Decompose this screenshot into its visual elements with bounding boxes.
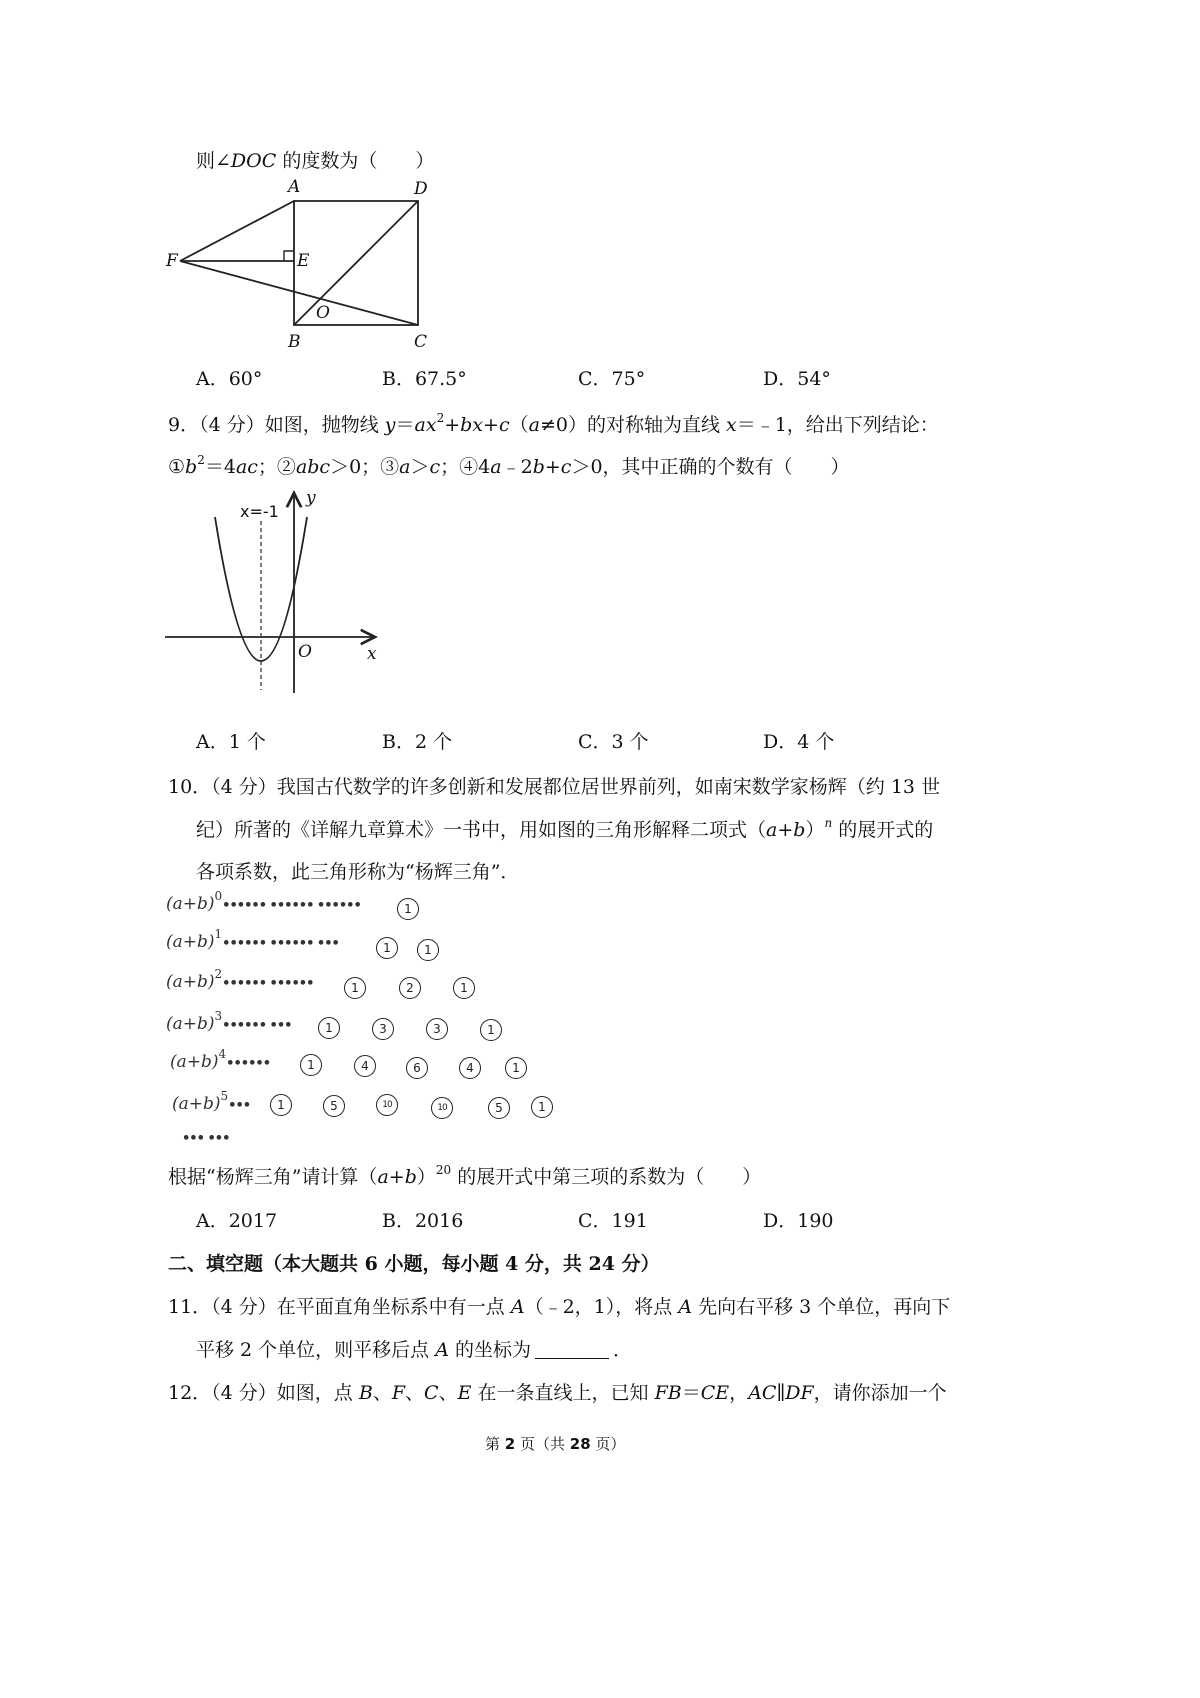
y-axis-label: y [306,488,316,508]
footer-t5: 页） [590,1435,626,1453]
x-axis-label: x [367,644,377,664]
q12-t12: CE [700,1382,730,1404]
row-4-binomial: (a+b) [170,1052,219,1072]
q12-t11: ＝ [681,1382,701,1404]
q9-u7: abc [295,456,331,478]
q12-t15: ∥ [776,1382,786,1404]
coeff-r1-c0: 1 [376,937,398,959]
row-5-power: 5 [220,1089,229,1103]
coeff-r3-c0: 1 [318,1017,340,1039]
footer-page-total: 28 [569,1435,591,1453]
coeff-r4-c2: 6 [406,1057,428,1079]
footer-page-number: 2 [504,1435,516,1453]
q9-t9: c [498,414,510,436]
triangle-row-3-label [166,1009,292,1034]
q10-v2: a [766,819,778,841]
row-4-power: 4 [218,1047,227,1061]
q11-t5: 先向右平移 3 个单位，再向下 [692,1296,951,1318]
q10-w5: ） [416,1166,436,1188]
q8-geometry-figure [160,172,440,357]
label-f: F [166,251,178,271]
q9-u6: ；② [257,456,296,478]
coeff-r5-c4: 5 [488,1097,510,1119]
row-2-binomial: (a+b) [166,972,215,992]
q10-v6: n [824,816,833,830]
coeff-r4-c1: 4 [354,1055,376,1077]
q9-t1: 9．（4 分）如图，抛物线 [168,414,385,436]
q12-t10: FB [654,1382,682,1404]
q12-t16: DF [785,1382,814,1404]
q8-option-b[interactable]: B．67.5° [382,368,467,390]
q10-stem-line1: 10．（4 分）我国古代数学的许多创新和发展都位居世界前列，如南宋数学家杨辉（约 13 世 [168,776,941,798]
segment-fa [180,201,294,261]
q10-v7: 的展开式的 [832,819,934,841]
q10-option-a[interactable]: A．2017 [196,1210,278,1232]
q10-question [168,1162,761,1189]
q10-v1: 纪）所著的《详解九章算术》一书中，用如图的三角形解释二项式（ [196,819,767,841]
q9-u8: ＞0；③ [330,456,400,478]
row-1-power: 1 [214,927,223,941]
q9-t8: + [483,414,499,436]
q10-w4: b [404,1166,417,1188]
q9-stem-line2 [168,452,850,479]
q10-option-c[interactable]: C．191 [578,1210,648,1232]
triangle-row-5-label [172,1089,251,1114]
q9-u11: c [429,456,441,478]
row-4-dots: •••••• [226,1056,271,1071]
q9-u3: 2 [197,453,205,467]
q9-u2: b [185,456,198,478]
row-0-binomial: (a+b) [166,894,215,914]
q11-u1: 平移 2 个单位，则平移后点 [196,1339,436,1361]
coeff-r3-c2: 3 [426,1018,448,1040]
q12-t3: 、 [372,1382,392,1404]
q10-option-b[interactable]: B．2016 [382,1210,464,1232]
section-2-heading: 二、填空题（本大题共 6 小题，每小题 4 分，共 24 分） [168,1253,660,1275]
q10-v5: ） [805,819,825,841]
coeff-r1-c1: 1 [417,939,439,961]
coeff-r4-c3: 4 [459,1057,481,1079]
q9-option-b[interactable]: B．2 个 [382,731,453,753]
coeff-r5-c1: 5 [323,1095,345,1117]
label-d: D [414,179,428,199]
triangle-ellipsis: ••• ••• [182,1131,230,1146]
label-c: C [414,332,428,352]
q11-t3: （﹣2，1），将点 [524,1296,679,1318]
q8-option-a[interactable]: A．60° [196,368,263,390]
q9-t12: ≠0）的对称轴为直线 [539,414,726,436]
diagonal-bd [294,201,418,325]
q9-u12: ；④4 [440,456,491,478]
q9-t14: ＝﹣1，给出下列结论： [736,414,939,436]
footer-t3: 页（共 [515,1435,570,1453]
row-5-dots: ••• [228,1098,251,1113]
q9-stem-line1 [168,410,939,437]
q12-stem-line1 [168,1378,947,1405]
q9-option-c[interactable]: C．3 个 [578,731,649,753]
triangle-row-0-label [166,889,361,914]
page-footer [485,1433,625,1454]
q11-t4: A [678,1296,693,1318]
q11-u4: ． [613,1339,633,1361]
q11-t2: A [510,1296,525,1318]
row-2-power: 2 [214,967,223,981]
q10-v4: b [793,819,806,841]
q10-w1: 根据“杨辉三角”请计算（ [168,1166,378,1188]
q10-w6: 20 [435,1163,452,1177]
q12-t1: 12．（4 分）如图，点 [168,1382,359,1404]
q9-t10: （ [509,414,529,436]
coeff-r0-c0: 1 [397,898,419,920]
q12-t7: 、 [438,1382,458,1404]
coeff-r2-c0: 1 [344,977,366,999]
q12-t5: 、 [405,1382,425,1404]
q9-u13: a [490,456,502,478]
q9-u4: ＝4 [204,456,236,478]
coeff-r5-c3: 10 [431,1097,453,1119]
q12-t14: AC [748,1382,777,1404]
row-1-dots: •••••• •••••• ••• [222,936,339,951]
label-a: A [288,177,301,197]
q9-u14: ﹣2 [501,456,533,478]
q12-t8: E [457,1382,472,1404]
q9-u16: + [544,456,561,478]
q9-t2: y [384,414,396,436]
q9-t11: a [528,414,540,436]
q9-t13: x [726,414,737,436]
q9-t7: bx [460,414,484,436]
q10-option-d[interactable]: D．190 [763,1210,834,1232]
q8-option-d[interactable]: D．54° [763,368,831,390]
label-e: E [297,251,310,271]
label-b: B [288,332,301,352]
q10-w2: a [377,1166,389,1188]
q11-answer-blank[interactable] [535,1357,609,1359]
q9-u1: ① [168,456,186,478]
coeff-r5-c2: 10 [376,1094,398,1116]
coeff-r3-c1: 3 [372,1018,394,1040]
q9-u5: ac [235,456,258,478]
q9-t6: + [444,414,461,436]
q11-stem-line2 [196,1335,632,1362]
q9-u17: c [560,456,572,478]
triangle-row-1-label [166,927,339,952]
q9-parabola-figure [160,485,390,700]
q8-text-b: 的度数为（ ） [276,150,435,172]
q12-t6: C [424,1382,439,1404]
q11-t1: 11．（4 分）在平面直角坐标系中有一点 [168,1296,511,1318]
row-0-dots: •••••• •••••• •••••• [222,898,361,913]
row-2-dots: •••••• •••••• [222,976,314,991]
footer-t1: 第 [485,1435,505,1453]
row-0-power: 0 [214,889,223,903]
q10-w7: 的展开式中第三项的系数为（ ） [451,1166,762,1188]
coeff-r4-c0: 1 [300,1054,322,1076]
q12-t2: B [358,1382,373,1404]
row-3-power: 3 [214,1009,223,1023]
q8-stem-tail [196,146,434,173]
row-5-binomial: (a+b) [172,1094,221,1114]
q11-stem-line1 [168,1292,950,1319]
row-3-dots: •••••• ••• [222,1018,292,1033]
q9-u10: ＞ [410,456,430,478]
q9-option-a[interactable]: A．1 个 [196,731,266,753]
q9-t5: 2 [436,411,445,425]
row-1-binomial: (a+b) [166,932,215,952]
coeff-r3-c3: 1 [480,1019,502,1041]
right-angle-mark [284,251,294,261]
q12-t17: ，请你添加一个 [813,1382,947,1404]
q8-text-a: 则∠ [196,150,231,172]
q12-t13: ， [729,1382,749,1404]
q9-option-d[interactable]: D．4 个 [763,731,835,753]
origin-label: O [298,642,312,662]
q10-stem-line2 [196,815,933,842]
coeff-r4-c4: 1 [505,1057,527,1079]
q9-u15: b [532,456,545,478]
q9-u9: a [399,456,411,478]
q9-t4: ax [414,414,437,436]
row-3-binomial: (a+b) [166,1014,215,1034]
coeff-r5-c5: 1 [531,1096,553,1118]
q12-t9: 在一条直线上，已知 [471,1382,655,1404]
q10-stem-line3: 各项系数，此三角形称为“杨辉三角”． [196,861,520,883]
q10-w3: + [388,1166,405,1188]
coeff-r2-c1: 2 [399,977,421,999]
q12-t4: F [391,1382,406,1404]
triangle-row-4-label [170,1047,271,1072]
q8-option-c[interactable]: C．75° [578,368,646,390]
q10-v3: + [777,819,794,841]
q11-u3: 的坐标为 [448,1339,531,1361]
coeff-r2-c2: 1 [453,977,475,999]
q9-t3: ＝ [395,414,415,436]
q9-u18: ＞0，其中正确的个数有（ ） [571,456,850,478]
q8-angle-name: DOC [230,150,277,172]
symmetry-axis-label: x=-1 [240,502,279,521]
q11-u2: A [435,1339,449,1361]
coeff-r5-c0: 1 [270,1094,292,1116]
label-o: O [316,303,330,323]
triangle-row-2-label [166,967,314,992]
